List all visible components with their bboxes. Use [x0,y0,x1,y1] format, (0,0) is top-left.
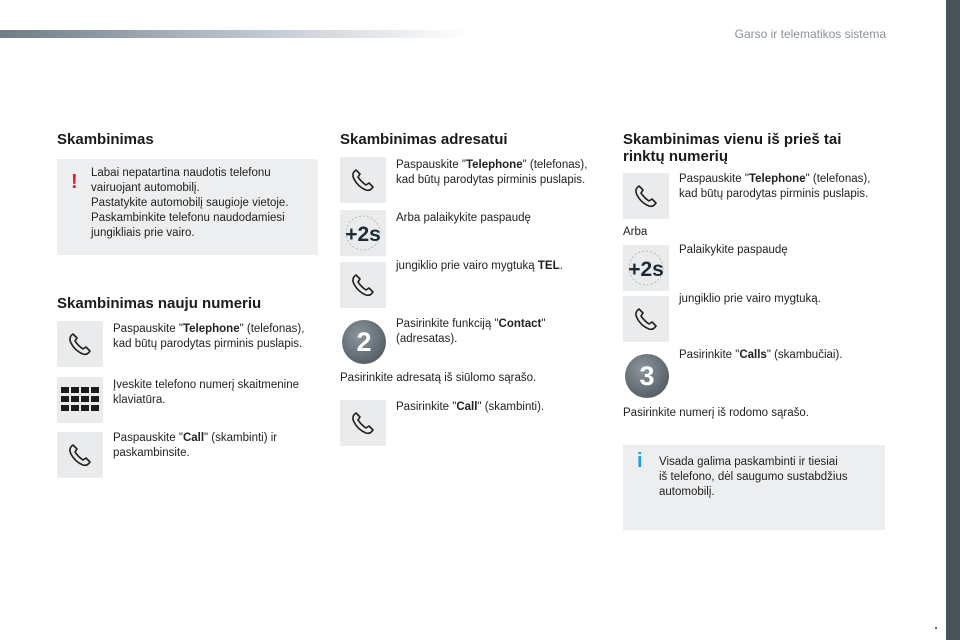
recent-step-3: jungiklio prie vairo mygtuką. [679,293,821,305]
info-text: Visada galima paskambinti ir tiesiai iš telefono, dėl saugumo sustabdžius automobilį. [659,456,848,498]
section-title-recent: Skambinimas vienu iš prieš tai rinktų numerių [623,131,842,165]
step-badge-2: 2 [342,320,386,364]
header-title: Garso ir telematikos sistema [734,27,886,41]
header-bar [0,30,470,38]
phone-icon [57,432,103,478]
new-number-step-2: Įveskite telefono numerį skaitmenine klaviatūra. [113,379,300,406]
contact-step-2: Arba palaikykite paspaudę [396,212,531,224]
recent-choose-text: Pasirinkite numerį iš rodomo sąrašo. [623,407,809,419]
phone-icon [340,157,386,203]
keypad-icon [57,377,103,423]
or-label: Arba [623,226,648,238]
section-title-new-number: Skambinimas nauju numeriu [57,295,262,312]
recent-step-1: Paspauskite "Telephone" (telefonas), kad būtų parodytas pirminis puslapis. [679,173,871,200]
section-title-contact: Skambinimas adresatui [340,131,508,148]
timer-label: +2s [345,223,381,246]
page-edge-strip [946,0,960,640]
phone-icon [623,173,669,219]
phone-icon [340,400,386,446]
info-box [623,445,885,530]
warning-text: Labai nepatartina naudotis telefonu vairuojant automobilį. Pastatykite automobilį saugioje vietoje. Paskambinkite telefonu naudodamiesi jungikliais prie vairo. [91,167,289,239]
step-badge-3: 3 [625,354,669,398]
phone-icon [57,321,103,367]
contact-step-1: Paspauskite "Telephone" (telefonas), kad būtų parodytas pirminis puslapis. [396,159,588,186]
info-icon: i [637,450,643,472]
page-number: . [934,616,938,632]
phone-icon [623,296,669,342]
recent-step-2: Palaikykite paspaudę [679,244,788,256]
timer-icon [340,210,386,256]
phone-icon [340,262,386,308]
recent-step-4: Pasirinkite "Calls" (skambučiai). [679,349,843,361]
contact-step-3: jungiklio prie vairo mygtuką TEL. [396,260,563,272]
warning-box [57,159,318,255]
timer-icon [623,245,669,291]
warning-icon: ! [71,171,78,193]
section-title-calling: Skambinimas [57,131,154,148]
contact-choose-text: Pasirinkite adresatą iš siūlomo sąrašo. [340,372,537,384]
timer-label: +2s [628,258,664,281]
contact-step-4: Pasirinkite funkciją "Contact" (adresatas). [396,318,546,345]
contact-step-5: Pasirinkite "Call" (skambinti). [396,401,545,413]
new-number-step-3: Paspauskite "Call" (skambinti) ir paskambinsite. [113,432,278,459]
new-number-step-1: Paspauskite "Telephone" (telefonas), kad būtų parodytas pirminis puslapis. [113,323,305,350]
